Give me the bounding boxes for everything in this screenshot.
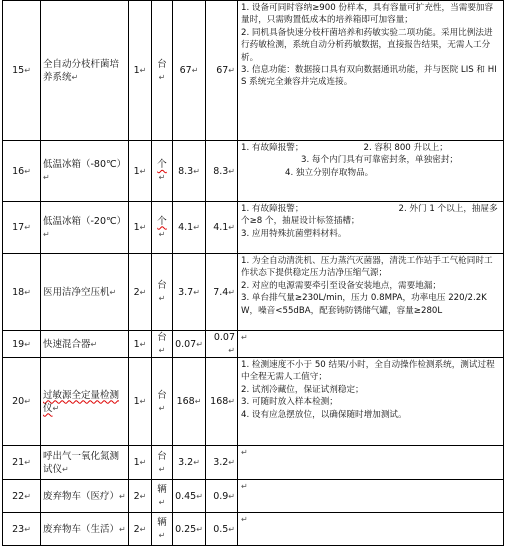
item-name: 呼出气一氧化氮测试仪↵ [41,446,129,480]
total-price: 67↵ [206,1,238,141]
item-name: 低温冰箱（-20℃）↵ [41,202,129,254]
table-row [3,480,504,513]
spec-cell [238,254,504,331]
row-number: 19↵ [3,331,41,358]
unit-price: 4.1↵ [173,202,206,254]
item-name: 过敏源全定量检测仪↵ [41,358,129,446]
unit: 辆↵ [152,480,173,513]
unit: 台↵ [152,358,173,446]
total-price: 0.07↵ [206,331,238,358]
spec-line: 2. 外门 1 个以上，抽屉多个≥8 个，抽屉设计标签插槽； [241,204,498,227]
item-name: 全自动分枝杆菌培养系统↵ [41,1,129,141]
spec-line: 3. 每个内门具有可靠密封条，单独密封； [301,155,459,166]
unit: 台↵ [152,446,173,480]
unit: 台↵ [152,331,173,358]
table-row [3,446,504,480]
row-number: 23↵ [3,513,41,546]
spec-cell: ↵ [238,446,504,480]
table-row [3,513,504,546]
spec-cell [238,141,504,202]
table-row [3,202,504,254]
unit-price: 0.45↵ [173,480,206,513]
unit-price: 168↵ [173,358,206,446]
spec-cell [238,1,504,141]
spec-line: 1. 有故障报警； [241,204,304,214]
spec-line: 1. 有故障报警； [241,143,304,153]
table-row [3,358,504,446]
spec-cell [238,202,504,254]
row-number: 17↵ [3,202,41,254]
item-name: 废弃物车（生活）↵ [41,513,129,546]
total-price: 4.1↵ [206,202,238,254]
spec-line: 2. 容积 800 升以上； [363,143,448,153]
total-price: 0.5↵ [206,513,238,546]
quantity: 2↵ [129,480,152,513]
equipment-table [2,0,504,546]
quantity: 1↵ [129,358,152,446]
spec-line: 1. 设备可同时容纳≥900 份样本，具有容量可扩充性，当需要加容量时，只需购置低成本的培养箱即可加容量； [241,3,494,26]
unit-price: 3.7↵ [173,254,206,331]
unit-price: 0.07↵ [173,331,206,358]
spec-line: 3. 单台排气量≥230L/min，压力 0.8MPA，功率电压 220/2.2KW，噪音<55dBA，配套铸防锈储气罐，容量≥280L [241,293,487,316]
unit: 台↵ [152,1,173,141]
spec-line: 3. 应用特殊抗菌塑料材料。 [241,228,347,239]
unit-price: 0.25↵ [173,513,206,546]
spec-line: 2. 同机具备快速分枝杆菌培养和药敏实验二项功能。采用比例法进行药敏检测，系统自动分析药敏数据，直接报告结果，无需人工分析。 [241,27,493,63]
item-name: 废弃物车（医疗）↵ [41,480,129,513]
row-number: 16↵ [3,141,41,202]
quantity: 1↵ [129,331,152,358]
row-number: 20↵ [3,358,41,446]
total-price: 0.9↵ [206,480,238,513]
unit: 台↵ [152,254,173,331]
table-row [3,1,504,141]
unit: 个↵ [152,202,173,254]
spec-line: 2. 对应的电源需要牵引至设备安装地点，需要地漏； [241,280,441,291]
total-price: 168↵ [206,358,238,446]
quantity: 2↵ [129,513,152,546]
spec-cell [238,358,504,446]
spec-cell: ↵ [238,331,504,358]
unit: 个↵ [152,141,173,202]
spec-line: 4. 设有应急摆放位，以确保随时增加测试。 [241,409,407,420]
table-row [3,254,504,331]
unit: 辆↵ [152,513,173,546]
total-price: 3.2↵ [206,446,238,480]
quantity: 1↵ [129,141,152,202]
row-number: 18↵ [3,254,41,331]
total-price: 8.3↵ [206,141,238,202]
row-number: 15↵ [3,1,41,141]
spec-line: 1. 检测速度不小于 50 结果/小时，全自动操作检测系统，测试过程中全程无需人工值守； [241,360,495,383]
table-row [3,331,504,358]
spec-line: 2. 试剂冷藏位，保证试剂稳定； [241,384,364,395]
quantity: 1↵ [129,446,152,480]
spec-line: 1. 为全自动清洗机、压力蒸汽灭菌器，清洗工作站手工气枪同时工作状态下提供稳定压力洁净压缩气源； [241,256,493,279]
quantity: 2↵ [129,254,152,331]
quantity: 1↵ [129,202,152,254]
row-number: 21↵ [3,446,41,480]
unit-price: 3.2↵ [173,446,206,480]
total-price: 7.4↵ [206,254,238,331]
row-number: 22↵ [3,480,41,513]
item-name: 医用洁净空压机↵ [41,254,129,331]
spec-cell: ↵ [238,513,504,546]
spec-line: 3. 可随时放入样本检测； [241,397,338,408]
item-name: 低温冰箱（-80℃）↵ [41,141,129,202]
spec-cell: ↵ [238,480,504,513]
unit-price: 67↵ [173,1,206,141]
spec-line: 3. 信息功能：数据接口具有双向数据通讯功能，并与医院 LIS 和 HIS 系统完全兼容并完成连接。 [241,65,497,88]
quantity: 1↵ [129,1,152,141]
spec-line: 4. 独立分别存取物品。 [285,167,374,178]
unit-price: 8.3↵ [173,141,206,202]
table-row [3,141,504,202]
item-name: 快速混合器↵ [41,331,129,358]
